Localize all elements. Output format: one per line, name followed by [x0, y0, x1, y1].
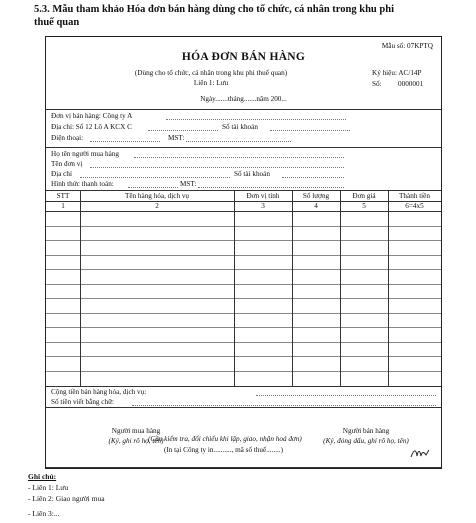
- seller-signature-label: Người bán hàng: [342, 427, 390, 435]
- table-row-divider: [46, 298, 441, 299]
- seller-tax: MST:: [168, 134, 185, 142]
- form-number: Mẫu số: 07KPTQ: [381, 42, 433, 50]
- note-item: - Liên 1: Lưu: [28, 483, 69, 492]
- invoice-subtitle: (Dùng cho tổ chức, cá nhân trong khu phi thuế quan): [134, 69, 288, 77]
- table-row-divider: [46, 255, 441, 256]
- table-row-divider: [46, 284, 441, 285]
- invoice-date: Ngày.......tháng.......năm 200...: [200, 95, 287, 103]
- table-row-divider: [46, 371, 441, 372]
- table-row-divider: [46, 226, 441, 227]
- col-header-amount: Thành tiền: [399, 192, 430, 200]
- invoice-form: [45, 36, 442, 469]
- section-heading: [34, 3, 394, 29]
- seller-address: Địa chỉ: Số 12 Lô A KCX C: [51, 123, 132, 131]
- col-header-unit: Đơn vị tính: [246, 192, 280, 200]
- buyer-name: Họ tên người mua hàng: [51, 150, 119, 158]
- initial-mark-icon: [410, 446, 430, 460]
- table-row-divider: [46, 240, 441, 241]
- table-row-divider: [46, 356, 441, 357]
- col-header-item: Tên hàng hóa, dịch vụ: [124, 192, 190, 200]
- section-heading-line1: 5.3. Mẫu tham khảo Hóa đơn bán hàng dùng cho tổ chức, cá nhân trong khu phi: [34, 4, 394, 15]
- note-item: - Liên 3:...: [28, 509, 60, 518]
- buyer-payment: Hình thức thanh toán:: [51, 180, 114, 188]
- goods-table: [46, 190, 441, 386]
- notes-section: [28, 472, 105, 518]
- buyer-account: Số tài khoản: [234, 170, 270, 178]
- buyer-signature-note: (Ký, ghi rõ họ, tên): [108, 437, 164, 445]
- table-row-divider: [46, 342, 441, 343]
- invoice-symbol: Ký hiệu: AC/14P: [372, 69, 422, 77]
- seller-signature-note: (Ký, đóng dấu, ghi rõ họ, tên): [323, 437, 409, 445]
- col-header-price: Đơn giá: [352, 192, 376, 200]
- copy-label: Liên 1: Lưu: [193, 79, 229, 87]
- check-note: (Cần kiểm tra, đối chiếu khi lập, giao, nhận hoá đơn): [148, 435, 302, 443]
- invoice-number-value: 0000001: [398, 80, 424, 88]
- seller-phone: Điện thoại:: [51, 134, 84, 142]
- table-row-divider: [46, 313, 441, 314]
- buyer-address: Địa chỉ: [51, 170, 72, 178]
- invoice-number-label: Số:: [372, 80, 382, 88]
- buyer-signature-label: Người mua hàng: [111, 427, 161, 435]
- col-number-5: 5: [362, 202, 366, 210]
- col-number-3: 3: [261, 202, 265, 210]
- seller-account: Số tài khoản: [222, 123, 258, 131]
- col-number-2: 2: [155, 202, 159, 210]
- col-header-qty: Số lượng: [302, 192, 330, 200]
- table-row-divider: [46, 327, 441, 328]
- total-label: Cộng tiền bán hàng hóa, dịch vụ:: [51, 388, 147, 396]
- buyer-tax: MST:: [180, 180, 197, 188]
- table-row-divider: [46, 269, 441, 270]
- col-number-4: 4: [314, 202, 318, 210]
- amount-in-words-label: Số tiền viết bằng chữ:: [51, 398, 114, 406]
- printer-info: (In tại Công ty in.........., mã số thuế........): [164, 446, 283, 454]
- note-item: - Liên 2: Giao người mua: [28, 494, 105, 503]
- col-number-6: 6=4x5: [405, 202, 424, 210]
- section-heading-line2: thuế quan: [34, 17, 80, 28]
- buyer-unit: Tên đơn vị: [51, 160, 83, 168]
- notes-title: Ghi chú:: [28, 472, 57, 481]
- col-number-1: 1: [61, 202, 65, 210]
- col-header-stt: STT: [56, 192, 70, 200]
- invoice-title: HÓA ĐƠN BÁN HÀNG: [181, 51, 306, 63]
- seller-name: Đơn vị bán hàng: Công ty A: [51, 112, 133, 120]
